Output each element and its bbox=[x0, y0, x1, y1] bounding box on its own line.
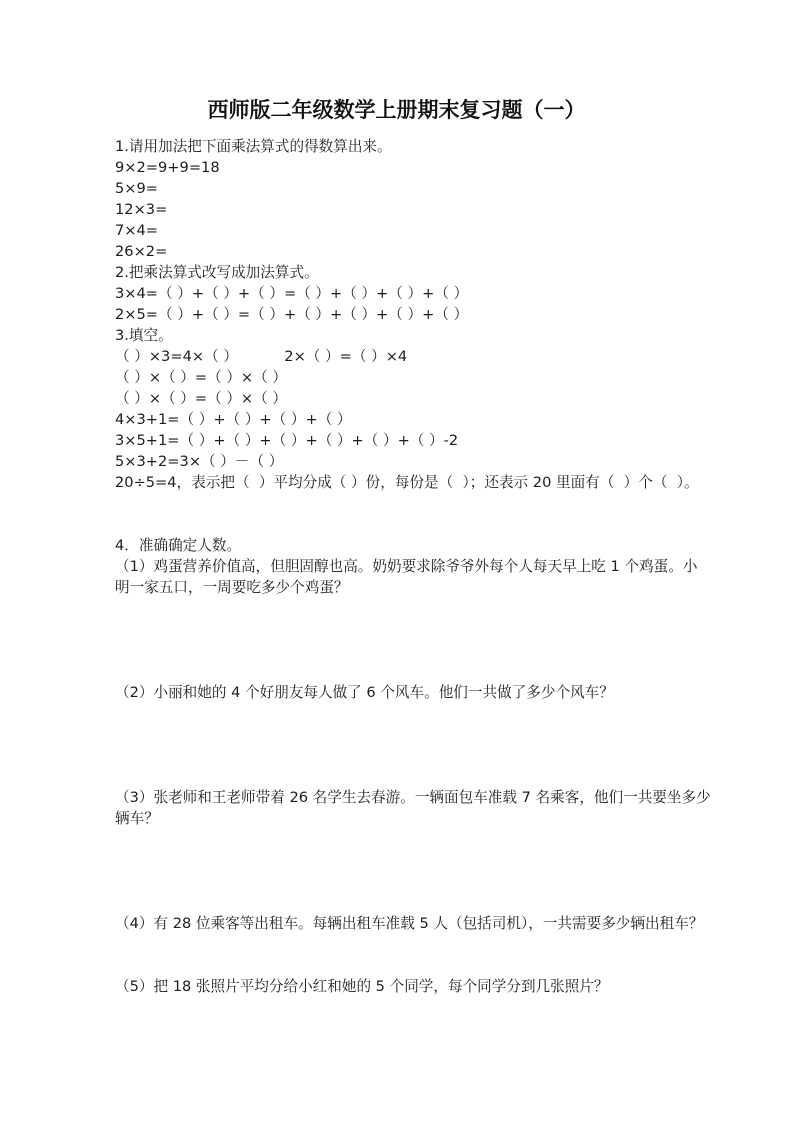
document-line bbox=[115, 850, 678, 871]
document-line bbox=[115, 766, 678, 787]
document-line: 3×5+1=（ ）+（ ）+（ ）+（ ）+（ ）+（ ）-2 bbox=[115, 432, 459, 449]
document-line: 2.把乘法算式改写成加法算式。 bbox=[115, 264, 319, 281]
document-line: 4．准确确定人数。 bbox=[115, 537, 242, 554]
document-line: 26×2= bbox=[115, 243, 168, 260]
document-line: 20÷5=4，表示把（ ）平均分成（ ）份，每份是（ ）；还表示 20 里面有（ ）个（ ）。 bbox=[115, 474, 699, 491]
document-lines bbox=[115, 136, 711, 997]
document-line: （ ）×（ ）=（ ）×（ ） bbox=[115, 390, 287, 407]
document-line: 2×5=（ ）+（ ）=（ ）+（ ）+（ ）+（ ）+（ ） bbox=[115, 306, 469, 323]
document-line: 5×9= bbox=[115, 180, 159, 197]
document-line bbox=[115, 493, 678, 514]
document-line: （1）鸡蛋营养价值高，但胆固醇也高。奶奶要求除爷爷外每个人每天早上吃 1 个鸡蛋。小 bbox=[115, 558, 698, 575]
document-line bbox=[115, 955, 678, 976]
document-line bbox=[115, 892, 678, 913]
document-line bbox=[115, 703, 678, 724]
document-line bbox=[115, 934, 678, 955]
document-line bbox=[115, 598, 678, 619]
document-line: 1.请用加法把下面乘法算式的得数算出来。 bbox=[115, 138, 392, 155]
document-line: 辆车？ bbox=[115, 810, 159, 827]
document-line: （ ）×3=4×（ ） 2×（ ）=（ ）×4 bbox=[115, 348, 408, 365]
document-line: （2）小丽和她的 4 个好朋友每人做了 6 个风车。他们一共做了多少个风车？ bbox=[115, 684, 614, 701]
document-line bbox=[115, 829, 678, 850]
document-line bbox=[115, 514, 678, 535]
document-line: 7×4= bbox=[115, 222, 159, 239]
document-line: 4×3+1=（ ）+（ ）+（ ）+（ ） bbox=[115, 411, 352, 428]
document-line bbox=[115, 724, 678, 745]
document-line bbox=[115, 640, 678, 661]
document-line: （5）把 18 张照片平均分给小红和她的 5 个同学，每个同学分到几张照片？ bbox=[115, 978, 609, 995]
document-line: 明一家五口，一周要吃多少个鸡蛋？ bbox=[115, 579, 349, 596]
document-line: （4）有 28 位乘客等出租车。每辆出租车准载 5 人（包括司机），一共需要多少辆出租车？ bbox=[115, 915, 704, 932]
document-line: 3×4=（ ）+（ ）+（ ）=（ ）+（ ）+（ ）+（ ） bbox=[115, 285, 469, 302]
document-line bbox=[115, 661, 678, 682]
document-line bbox=[115, 871, 678, 892]
document-line: （3）张老师和王老师带着 26 名学生去春游。一辆面包车准载 7 名乘客，他们一共要坐多少 bbox=[115, 789, 711, 806]
document-line: 5×3+2=3×（ ）－（ ） bbox=[115, 453, 284, 470]
document-line: 12×3= bbox=[115, 201, 168, 218]
document-line bbox=[115, 619, 678, 640]
document-line: 9×2=9+9=18 bbox=[115, 159, 220, 176]
document-line: （ ）×（ ）=（ ）×（ ） bbox=[115, 369, 287, 386]
page-title: 西师版二年级数学上册期末复习题（一） bbox=[207, 98, 586, 122]
document-line bbox=[115, 745, 678, 766]
document-line: 3.填空。 bbox=[115, 327, 173, 344]
